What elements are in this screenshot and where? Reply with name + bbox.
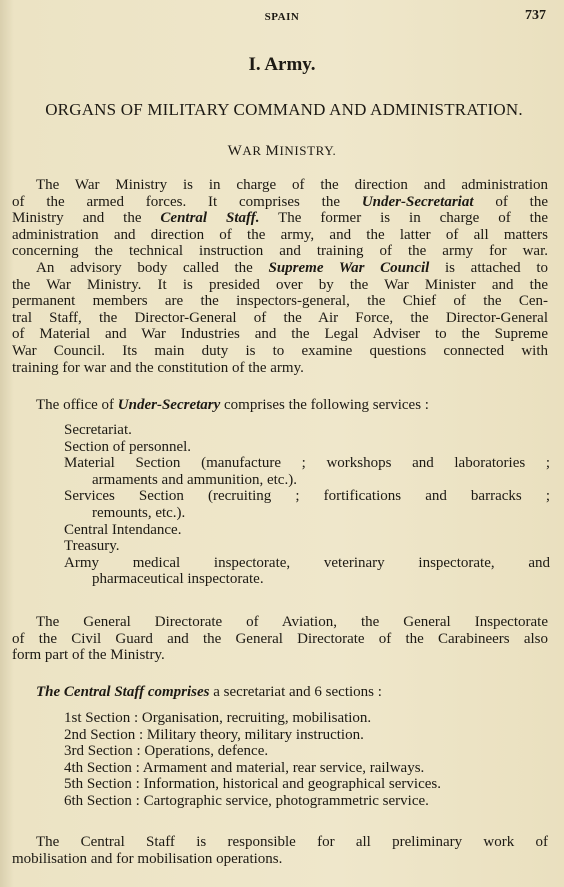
list-item: Treasury.: [64, 538, 120, 555]
list-item-continuation: pharmaceutical inspectorate.: [92, 571, 264, 588]
running-head-title: SPAIN: [264, 11, 300, 23]
sections-list: [64, 710, 554, 810]
section-row: 4th Section : Armament and material, rear service, railways.: [64, 759, 425, 776]
page-number: 737: [525, 8, 546, 23]
section-row: 2nd Section : Military theory, military instruction.: [64, 726, 364, 743]
paragraph-directorates: The General Directorate of Aviation, the General Inspectorate of the Civil Guard and the General Directorate of the Carabineers also form part of the Ministry.: [12, 614, 548, 664]
subsection-heading: WAR MINISTRY.: [227, 143, 337, 159]
running-head: [0, 8, 564, 28]
section-row: 3rd Section : Operations, defence.: [64, 743, 269, 760]
list-item-continuation: armaments and ammunition, etc.).: [92, 471, 297, 488]
list-item-continuation: remounts, etc.).: [92, 504, 186, 521]
section-row: 6th Section : Cartographic service, photogrammetric service.: [64, 792, 429, 809]
paragraph-under-secretary: The office of Under-Secretary comprises the following services :: [36, 397, 429, 413]
section-row: 5th Section : Information, historical and geographical services.: [64, 776, 441, 793]
paragraph-mobilisation: The Central Staff is responsible for all preliminary work of mobilisation and for mobilisation operations.: [12, 834, 548, 867]
list-item: Secretariat.: [64, 422, 132, 438]
list-item: Services Section (recruiting ; fortifications and barracks ;: [64, 488, 550, 505]
list-item: Army medical inspectorate, veterinary inspectorate, and: [64, 554, 550, 571]
part-heading: I. Army.: [248, 54, 316, 75]
section-heading: ORGANS OF MILITARY COMMAND AND ADMINISTRATION.: [45, 100, 523, 119]
list-item: Section of personnel.: [64, 438, 192, 455]
list-item: Central Intendance.: [64, 521, 182, 538]
services-list: [64, 422, 550, 588]
section-row: 1st Section : Organisation, recruiting, mobilisation.: [64, 710, 372, 726]
paragraph-war-ministry: The War Ministry is in charge of the direction and administration of the armed forces. It comprises the Under-Secretariat of the Ministry and the Central Staff. The former is in charge of the administration and direction of the army, and the latter of all matters concerning the technical instruction and training of the army for war. An advisory body called the Supreme War Council is attached to the War Ministry. It is presided over by the War Minister and the permanent members are the inspectors-general, the Chief of the Cen- tral Staff, the Director-General of the Air Force, the Director-General of Material and War Industries and the Legal Adviser to the Supreme War Council. Its main duty is to examine questions connected with training for war and the constitution of the army.: [12, 177, 549, 376]
paragraph-central-staff: The Central Staff comprises a secretariat and 6 sections :: [36, 684, 382, 700]
list-item: Material Section (manufacture ; workshops and laboratories ;: [64, 455, 550, 472]
